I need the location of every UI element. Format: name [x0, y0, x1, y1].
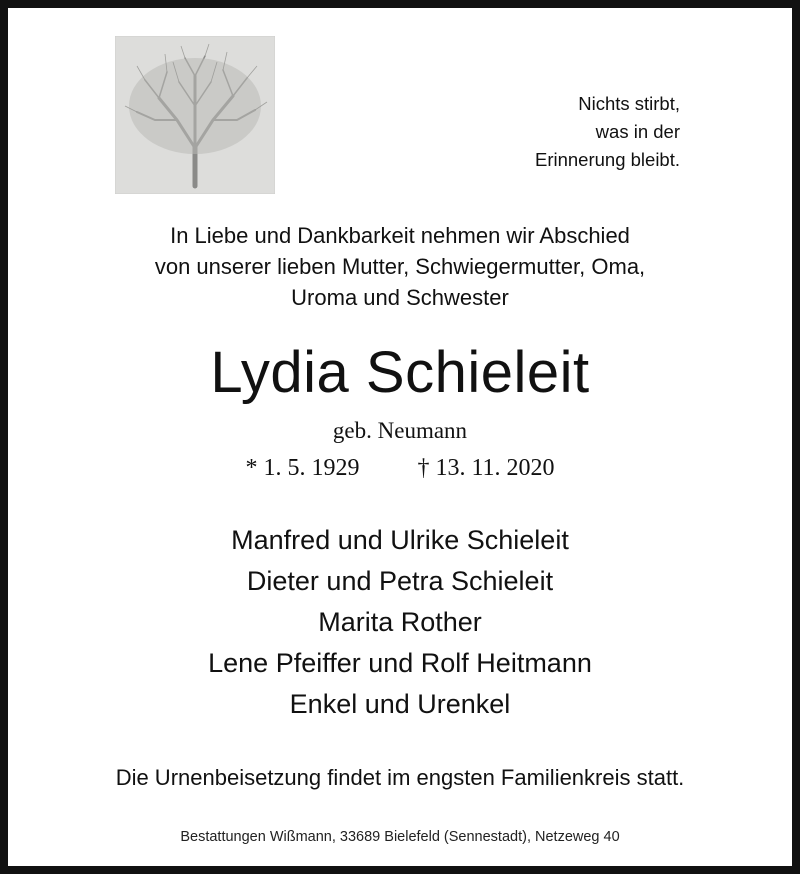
mourner-line: Dieter und Petra Schieleit — [246, 566, 554, 596]
burial-note: Die Urnenbeisetzung findet im engsten Familienkreis statt. — [115, 765, 685, 790]
intro-line: In Liebe und Dankbarkeit nehmen wir Abschied — [170, 223, 630, 248]
mourner-line: Manfred und Ulrike Schieleit — [231, 525, 569, 555]
life-dates — [8, 452, 792, 484]
birth-date: * 1. 5. 1929 — [245, 455, 360, 481]
intro-line: Uroma und Schwester — [291, 285, 509, 310]
mourner-line: Enkel und Urenkel — [289, 689, 511, 719]
motto-line: was in der — [595, 121, 680, 142]
motto-verse — [535, 90, 680, 174]
motto-line: Nichts stirbt, — [578, 93, 680, 114]
funeral-home-info: Bestattungen Wißmann, 33689 Bielefeld (Sennestadt), Netzeweg 40 — [180, 829, 620, 845]
mourner-line: Lene Pfeiffer und Rolf Heitmann — [208, 648, 592, 678]
death-date: † 13. 11. 2020 — [417, 455, 555, 481]
farewell-intro — [8, 220, 792, 313]
birth-name: geb. Neumann — [332, 418, 468, 443]
tree-photo — [115, 36, 275, 194]
deceased-name: Lydia Schieleit — [210, 340, 590, 405]
mourners-list — [8, 520, 792, 725]
motto-line: Erinnerung bleibt. — [534, 149, 680, 170]
mourner-line: Marita Rother — [318, 607, 482, 637]
intro-line: von unserer lieben Mutter, Schwiegermutter, Oma, — [154, 254, 646, 279]
tree-icon — [115, 36, 275, 194]
